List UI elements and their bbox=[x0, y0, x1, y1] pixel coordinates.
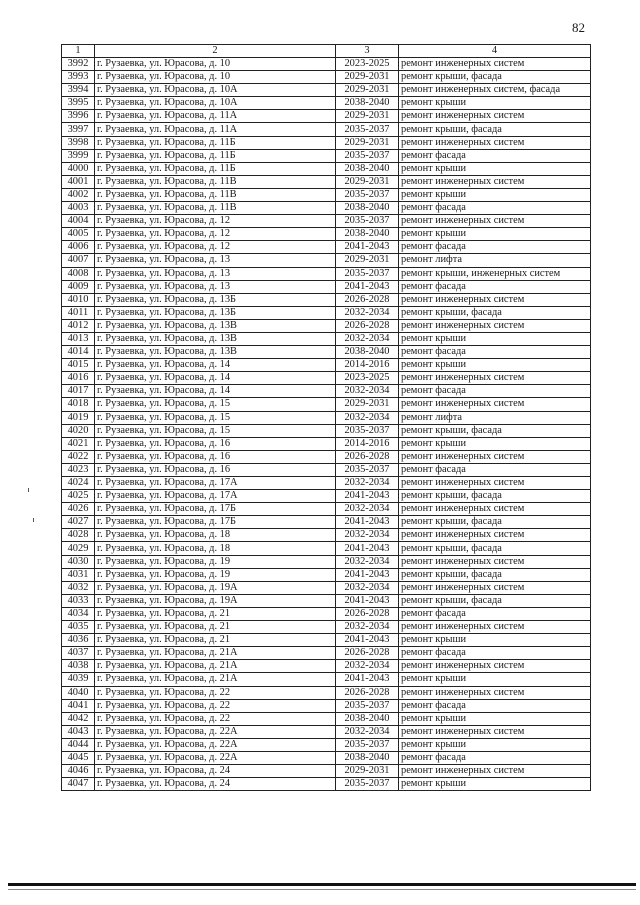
address-cell: г. Рузаевка, ул. Юрасова, д. 13 bbox=[95, 267, 336, 280]
work-type-cell: ремонт фасада bbox=[399, 607, 591, 620]
row-number-cell: 4020 bbox=[62, 424, 95, 437]
period-cell: 2032-2034 bbox=[336, 555, 399, 568]
address-cell: г. Рузаевка, ул. Юрасова, д. 18 bbox=[95, 542, 336, 555]
work-type-cell: ремонт крыши bbox=[399, 673, 591, 686]
period-cell: 2023-2025 bbox=[336, 58, 399, 71]
period-cell: 2032-2034 bbox=[336, 411, 399, 424]
address-cell: г. Рузаевка, ул. Юрасова, д. 14 bbox=[95, 359, 336, 372]
row-number-cell: 4025 bbox=[62, 490, 95, 503]
column-header-work-type: 4 bbox=[399, 45, 591, 58]
work-type-cell: ремонт инженерных систем bbox=[399, 686, 591, 699]
address-cell: г. Рузаевка, ул. Юрасова, д. 15 bbox=[95, 424, 336, 437]
table-row bbox=[62, 346, 591, 359]
period-cell: 2026-2028 bbox=[336, 450, 399, 463]
table-row bbox=[62, 647, 591, 660]
period-cell: 2041-2043 bbox=[336, 516, 399, 529]
period-cell: 2041-2043 bbox=[336, 634, 399, 647]
work-type-cell: ремонт крыши bbox=[399, 359, 591, 372]
address-cell: г. Рузаевка, ул. Юрасова, д. 10 bbox=[95, 71, 336, 84]
table-row bbox=[62, 241, 591, 254]
address-cell: г. Рузаевка, ул. Юрасова, д. 24 bbox=[95, 765, 336, 778]
work-type-cell: ремонт крыши bbox=[399, 332, 591, 345]
scan-mark bbox=[33, 518, 34, 522]
work-type-cell: ремонт крыши bbox=[399, 738, 591, 751]
table-row bbox=[62, 594, 591, 607]
table-row bbox=[62, 359, 591, 372]
row-number-cell: 4001 bbox=[62, 175, 95, 188]
address-cell: г. Рузаевка, ул. Юрасова, д. 21А bbox=[95, 647, 336, 660]
work-type-cell: ремонт инженерных систем bbox=[399, 450, 591, 463]
address-cell: г. Рузаевка, ул. Юрасова, д. 18 bbox=[95, 529, 336, 542]
address-cell: г. Рузаевка, ул. Юрасова, д. 22А bbox=[95, 738, 336, 751]
period-cell: 2038-2040 bbox=[336, 751, 399, 764]
work-type-cell: ремонт крыши bbox=[399, 162, 591, 175]
period-cell: 2026-2028 bbox=[336, 319, 399, 332]
address-cell: г. Рузаевка, ул. Юрасова, д. 13Б bbox=[95, 306, 336, 319]
row-number-cell: 4019 bbox=[62, 411, 95, 424]
period-cell: 2026-2028 bbox=[336, 686, 399, 699]
work-type-cell: ремонт инженерных систем bbox=[399, 660, 591, 673]
period-cell: 2032-2034 bbox=[336, 581, 399, 594]
work-type-cell: ремонт фасада bbox=[399, 699, 591, 712]
period-cell: 2029-2031 bbox=[336, 136, 399, 149]
row-number-cell: 4046 bbox=[62, 765, 95, 778]
period-cell: 2038-2040 bbox=[336, 228, 399, 241]
table-row bbox=[62, 490, 591, 503]
work-type-cell: ремонт крыши bbox=[399, 97, 591, 110]
row-number-cell: 4022 bbox=[62, 450, 95, 463]
address-cell: г. Рузаевка, ул. Юрасова, д. 11Б bbox=[95, 149, 336, 162]
work-type-cell: ремонт инженерных систем bbox=[399, 110, 591, 123]
address-cell: г. Рузаевка, ул. Юрасова, д. 19А bbox=[95, 594, 336, 607]
address-cell: г. Рузаевка, ул. Юрасова, д. 22 bbox=[95, 712, 336, 725]
row-number-cell: 4045 bbox=[62, 751, 95, 764]
period-cell: 2041-2043 bbox=[336, 594, 399, 607]
period-cell: 2035-2037 bbox=[336, 424, 399, 437]
work-type-cell: ремонт крыши, фасада bbox=[399, 71, 591, 84]
table-row bbox=[62, 529, 591, 542]
period-cell: 2029-2031 bbox=[336, 71, 399, 84]
period-cell: 2041-2043 bbox=[336, 241, 399, 254]
row-number-cell: 4004 bbox=[62, 215, 95, 228]
row-number-cell: 4002 bbox=[62, 188, 95, 201]
address-cell: г. Рузаевка, ул. Юрасова, д. 13В bbox=[95, 319, 336, 332]
table-body bbox=[62, 58, 591, 791]
table-row bbox=[62, 778, 591, 791]
period-cell: 2032-2034 bbox=[336, 725, 399, 738]
period-cell: 2035-2037 bbox=[336, 699, 399, 712]
table-row bbox=[62, 634, 591, 647]
table-row bbox=[62, 621, 591, 634]
work-type-cell: ремонт фасада bbox=[399, 202, 591, 215]
row-number-cell: 4016 bbox=[62, 372, 95, 385]
period-cell: 2038-2040 bbox=[336, 162, 399, 175]
address-cell: г. Рузаевка, ул. Юрасова, д. 22А bbox=[95, 751, 336, 764]
table-row bbox=[62, 555, 591, 568]
work-type-cell: ремонт инженерных систем bbox=[399, 58, 591, 71]
row-number-cell: 4038 bbox=[62, 660, 95, 673]
period-cell: 2029-2031 bbox=[336, 254, 399, 267]
address-cell: г. Рузаевка, ул. Юрасова, д. 11В bbox=[95, 202, 336, 215]
table-row bbox=[62, 437, 591, 450]
table-row bbox=[62, 293, 591, 306]
table-row bbox=[62, 280, 591, 293]
address-cell: г. Рузаевка, ул. Юрасова, д. 22А bbox=[95, 725, 336, 738]
column-header-period: 3 bbox=[336, 45, 399, 58]
period-cell: 2041-2043 bbox=[336, 280, 399, 293]
row-number-cell: 3998 bbox=[62, 136, 95, 149]
address-cell: г. Рузаевка, ул. Юрасова, д. 12 bbox=[95, 228, 336, 241]
bottom-rule-thin bbox=[8, 889, 636, 890]
table-row bbox=[62, 97, 591, 110]
row-number-cell: 4047 bbox=[62, 778, 95, 791]
work-type-cell: ремонт инженерных систем bbox=[399, 398, 591, 411]
address-cell: г. Рузаевка, ул. Юрасова, д. 12 bbox=[95, 241, 336, 254]
work-type-cell: ремонт инженерных систем bbox=[399, 293, 591, 306]
work-type-cell: ремонт инженерных систем bbox=[399, 621, 591, 634]
row-number-cell: 4035 bbox=[62, 621, 95, 634]
table-row bbox=[62, 267, 591, 280]
table-row bbox=[62, 215, 591, 228]
table-row bbox=[62, 123, 591, 136]
work-type-cell: ремонт фасада bbox=[399, 346, 591, 359]
period-cell: 2041-2043 bbox=[336, 490, 399, 503]
address-cell: г. Рузаевка, ул. Юрасова, д. 11В bbox=[95, 188, 336, 201]
period-cell: 2014-2016 bbox=[336, 437, 399, 450]
row-number-cell: 4029 bbox=[62, 542, 95, 555]
period-cell: 2026-2028 bbox=[336, 607, 399, 620]
period-cell: 2029-2031 bbox=[336, 175, 399, 188]
table-header-row bbox=[62, 45, 591, 58]
address-cell: г. Рузаевка, ул. Юрасова, д. 21 bbox=[95, 621, 336, 634]
table-row bbox=[62, 149, 591, 162]
column-header-number: 1 bbox=[62, 45, 95, 58]
work-type-cell: ремонт крыши bbox=[399, 228, 591, 241]
period-cell: 2026-2028 bbox=[336, 293, 399, 306]
table-row bbox=[62, 699, 591, 712]
table-row bbox=[62, 424, 591, 437]
work-type-cell: ремонт крыши bbox=[399, 778, 591, 791]
period-cell: 2029-2031 bbox=[336, 398, 399, 411]
table-row bbox=[62, 463, 591, 476]
period-cell: 2041-2043 bbox=[336, 542, 399, 555]
work-type-cell: ремонт фасада bbox=[399, 280, 591, 293]
work-type-cell: ремонт инженерных систем bbox=[399, 581, 591, 594]
period-cell: 2041-2043 bbox=[336, 568, 399, 581]
table-row bbox=[62, 228, 591, 241]
work-type-cell: ремонт инженерных систем bbox=[399, 503, 591, 516]
address-cell: г. Рузаевка, ул. Юрасова, д. 11А bbox=[95, 110, 336, 123]
table-row bbox=[62, 542, 591, 555]
work-type-cell: ремонт крыши bbox=[399, 712, 591, 725]
period-cell: 2035-2037 bbox=[336, 267, 399, 280]
row-number-cell: 4026 bbox=[62, 503, 95, 516]
work-type-cell: ремонт инженерных систем bbox=[399, 765, 591, 778]
period-cell: 2035-2037 bbox=[336, 738, 399, 751]
period-cell: 2029-2031 bbox=[336, 765, 399, 778]
address-cell: г. Рузаевка, ул. Юрасова, д. 11Б bbox=[95, 162, 336, 175]
work-type-cell: ремонт крыши, фасада bbox=[399, 490, 591, 503]
address-cell: г. Рузаевка, ул. Юрасова, д. 19 bbox=[95, 568, 336, 581]
column-header-address: 2 bbox=[95, 45, 336, 58]
page-number: 82 bbox=[572, 20, 585, 35]
period-cell: 2035-2037 bbox=[336, 123, 399, 136]
table-row bbox=[62, 450, 591, 463]
address-cell: г. Рузаевка, ул. Юрасова, д. 21 bbox=[95, 607, 336, 620]
work-type-cell: ремонт инженерных систем, фасада bbox=[399, 84, 591, 97]
row-number-cell: 3997 bbox=[62, 123, 95, 136]
row-number-cell: 4006 bbox=[62, 241, 95, 254]
row-number-cell: 4031 bbox=[62, 568, 95, 581]
row-number-cell: 4043 bbox=[62, 725, 95, 738]
period-cell: 2029-2031 bbox=[336, 84, 399, 97]
table-row bbox=[62, 202, 591, 215]
row-number-cell: 4040 bbox=[62, 686, 95, 699]
row-number-cell: 4024 bbox=[62, 477, 95, 490]
address-cell: г. Рузаевка, ул. Юрасова, д. 17А bbox=[95, 490, 336, 503]
row-number-cell: 4011 bbox=[62, 306, 95, 319]
work-type-cell: ремонт фасада bbox=[399, 647, 591, 660]
address-cell: г. Рузаевка, ул. Юрасова, д. 19 bbox=[95, 555, 336, 568]
row-number-cell: 4010 bbox=[62, 293, 95, 306]
row-number-cell: 4015 bbox=[62, 359, 95, 372]
address-cell: г. Рузаевка, ул. Юрасова, д. 13Б bbox=[95, 293, 336, 306]
period-cell: 2032-2034 bbox=[336, 306, 399, 319]
work-type-cell: ремонт крыши, фасада bbox=[399, 542, 591, 555]
table-row bbox=[62, 162, 591, 175]
work-type-cell: ремонт фасада bbox=[399, 385, 591, 398]
row-number-cell: 4027 bbox=[62, 516, 95, 529]
address-cell: г. Рузаевка, ул. Юрасова, д. 10А bbox=[95, 97, 336, 110]
work-type-cell: ремонт фасада bbox=[399, 241, 591, 254]
row-number-cell: 4030 bbox=[62, 555, 95, 568]
work-type-cell: ремонт лифта bbox=[399, 254, 591, 267]
table-row bbox=[62, 319, 591, 332]
address-cell: г. Рузаевка, ул. Юрасова, д. 11А bbox=[95, 123, 336, 136]
period-cell: 2038-2040 bbox=[336, 346, 399, 359]
row-number-cell: 3994 bbox=[62, 84, 95, 97]
period-cell: 2041-2043 bbox=[336, 673, 399, 686]
address-cell: г. Рузаевка, ул. Юрасова, д. 19А bbox=[95, 581, 336, 594]
work-type-cell: ремонт крыши bbox=[399, 437, 591, 450]
table-row bbox=[62, 110, 591, 123]
work-type-cell: ремонт инженерных систем bbox=[399, 136, 591, 149]
period-cell: 2035-2037 bbox=[336, 778, 399, 791]
row-number-cell: 4039 bbox=[62, 673, 95, 686]
repair-schedule-table bbox=[61, 44, 591, 791]
table-row bbox=[62, 372, 591, 385]
address-cell: г. Рузаевка, ул. Юрасова, д. 10 bbox=[95, 58, 336, 71]
row-number-cell: 4013 bbox=[62, 332, 95, 345]
table-row bbox=[62, 751, 591, 764]
period-cell: 2038-2040 bbox=[336, 712, 399, 725]
row-number-cell: 4007 bbox=[62, 254, 95, 267]
row-number-cell: 3993 bbox=[62, 71, 95, 84]
table-row bbox=[62, 581, 591, 594]
table-row bbox=[62, 136, 591, 149]
table-row bbox=[62, 411, 591, 424]
work-type-cell: ремонт крыши, фасада bbox=[399, 123, 591, 136]
table-row bbox=[62, 673, 591, 686]
work-type-cell: ремонт крыши bbox=[399, 634, 591, 647]
work-type-cell: ремонт инженерных систем bbox=[399, 372, 591, 385]
work-type-cell: ремонт крыши, фасада bbox=[399, 568, 591, 581]
address-cell: г. Рузаевка, ул. Юрасова, д. 13В bbox=[95, 346, 336, 359]
row-number-cell: 4012 bbox=[62, 319, 95, 332]
address-cell: г. Рузаевка, ул. Юрасова, д. 16 bbox=[95, 463, 336, 476]
address-cell: г. Рузаевка, ул. Юрасова, д. 15 bbox=[95, 411, 336, 424]
table-row bbox=[62, 398, 591, 411]
row-number-cell: 4000 bbox=[62, 162, 95, 175]
table-row bbox=[62, 503, 591, 516]
work-type-cell: ремонт инженерных систем bbox=[399, 529, 591, 542]
address-cell: г. Рузаевка, ул. Юрасова, д. 15 bbox=[95, 398, 336, 411]
table-row bbox=[62, 188, 591, 201]
period-cell: 2032-2034 bbox=[336, 385, 399, 398]
row-number-cell: 4044 bbox=[62, 738, 95, 751]
row-number-cell: 4005 bbox=[62, 228, 95, 241]
row-number-cell: 4036 bbox=[62, 634, 95, 647]
work-type-cell: ремонт лифта bbox=[399, 411, 591, 424]
table-row bbox=[62, 385, 591, 398]
address-cell: г. Рузаевка, ул. Юрасова, д. 21А bbox=[95, 673, 336, 686]
scan-mark bbox=[28, 488, 29, 492]
row-number-cell: 3995 bbox=[62, 97, 95, 110]
work-type-cell: ремонт инженерных систем bbox=[399, 725, 591, 738]
address-cell: г. Рузаевка, ул. Юрасова, д. 16 bbox=[95, 450, 336, 463]
row-number-cell: 3996 bbox=[62, 110, 95, 123]
work-type-cell: ремонт инженерных систем bbox=[399, 477, 591, 490]
period-cell: 2032-2034 bbox=[336, 660, 399, 673]
work-type-cell: ремонт инженерных систем bbox=[399, 319, 591, 332]
address-cell: г. Рузаевка, ул. Юрасова, д. 17Б bbox=[95, 503, 336, 516]
table-row bbox=[62, 568, 591, 581]
period-cell: 2032-2034 bbox=[336, 621, 399, 634]
period-cell: 2032-2034 bbox=[336, 529, 399, 542]
table-row bbox=[62, 712, 591, 725]
table-row bbox=[62, 84, 591, 97]
table-row bbox=[62, 71, 591, 84]
row-number-cell: 4028 bbox=[62, 529, 95, 542]
row-number-cell: 4018 bbox=[62, 398, 95, 411]
table-row bbox=[62, 516, 591, 529]
period-cell: 2029-2031 bbox=[336, 110, 399, 123]
address-cell: г. Рузаевка, ул. Юрасова, д. 22 bbox=[95, 699, 336, 712]
row-number-cell: 4041 bbox=[62, 699, 95, 712]
work-type-cell: ремонт крыши, инженерных систем bbox=[399, 267, 591, 280]
work-type-cell: ремонт крыши, фасада bbox=[399, 424, 591, 437]
period-cell: 2038-2040 bbox=[336, 97, 399, 110]
address-cell: г. Рузаевка, ул. Юрасова, д. 21А bbox=[95, 660, 336, 673]
address-cell: г. Рузаевка, ул. Юрасова, д. 21 bbox=[95, 634, 336, 647]
address-cell: г. Рузаевка, ул. Юрасова, д. 12 bbox=[95, 215, 336, 228]
work-type-cell: ремонт инженерных систем bbox=[399, 215, 591, 228]
row-number-cell: 3992 bbox=[62, 58, 95, 71]
address-cell: г. Рузаевка, ул. Юрасова, д. 16 bbox=[95, 437, 336, 450]
period-cell: 2014-2016 bbox=[336, 359, 399, 372]
address-cell: г. Рузаевка, ул. Юрасова, д. 13В bbox=[95, 332, 336, 345]
address-cell: г. Рузаевка, ул. Юрасова, д. 13 bbox=[95, 280, 336, 293]
row-number-cell: 4033 bbox=[62, 594, 95, 607]
table-row bbox=[62, 738, 591, 751]
period-cell: 2032-2034 bbox=[336, 477, 399, 490]
row-number-cell: 4003 bbox=[62, 202, 95, 215]
row-number-cell: 4017 bbox=[62, 385, 95, 398]
row-number-cell: 3999 bbox=[62, 149, 95, 162]
row-number-cell: 4037 bbox=[62, 647, 95, 660]
work-type-cell: ремонт фасада bbox=[399, 463, 591, 476]
work-type-cell: ремонт крыши, фасада bbox=[399, 306, 591, 319]
table-row bbox=[62, 306, 591, 319]
address-cell: г. Рузаевка, ул. Юрасова, д. 14 bbox=[95, 385, 336, 398]
row-number-cell: 4014 bbox=[62, 346, 95, 359]
row-number-cell: 4034 bbox=[62, 607, 95, 620]
table-row bbox=[62, 332, 591, 345]
table-row bbox=[62, 660, 591, 673]
period-cell: 2032-2034 bbox=[336, 332, 399, 345]
address-cell: г. Рузаевка, ул. Юрасова, д. 14 bbox=[95, 372, 336, 385]
address-cell: г. Рузаевка, ул. Юрасова, д. 11В bbox=[95, 175, 336, 188]
row-number-cell: 4021 bbox=[62, 437, 95, 450]
period-cell: 2035-2037 bbox=[336, 149, 399, 162]
work-type-cell: ремонт крыши, фасада bbox=[399, 516, 591, 529]
work-type-cell: ремонт фасада bbox=[399, 751, 591, 764]
address-cell: г. Рузаевка, ул. Юрасова, д. 17А bbox=[95, 477, 336, 490]
period-cell: 2023-2025 bbox=[336, 372, 399, 385]
address-cell: г. Рузаевка, ул. Юрасова, д. 17Б bbox=[95, 516, 336, 529]
period-cell: 2035-2037 bbox=[336, 463, 399, 476]
table-row bbox=[62, 725, 591, 738]
period-cell: 2026-2028 bbox=[336, 647, 399, 660]
table-row bbox=[62, 254, 591, 267]
table-row bbox=[62, 477, 591, 490]
period-cell: 2035-2037 bbox=[336, 188, 399, 201]
table-row bbox=[62, 175, 591, 188]
row-number-cell: 4042 bbox=[62, 712, 95, 725]
table-row bbox=[62, 607, 591, 620]
address-cell: г. Рузаевка, ул. Юрасова, д. 22 bbox=[95, 686, 336, 699]
row-number-cell: 4023 bbox=[62, 463, 95, 476]
address-cell: г. Рузаевка, ул. Юрасова, д. 11Б bbox=[95, 136, 336, 149]
bottom-rule bbox=[8, 883, 636, 886]
work-type-cell: ремонт инженерных систем bbox=[399, 175, 591, 188]
row-number-cell: 4009 bbox=[62, 280, 95, 293]
table-row bbox=[62, 686, 591, 699]
table-row bbox=[62, 765, 591, 778]
period-cell: 2035-2037 bbox=[336, 215, 399, 228]
address-cell: г. Рузаевка, ул. Юрасова, д. 24 bbox=[95, 778, 336, 791]
address-cell: г. Рузаевка, ул. Юрасова, д. 10А bbox=[95, 84, 336, 97]
address-cell: г. Рузаевка, ул. Юрасова, д. 13 bbox=[95, 254, 336, 267]
work-type-cell: ремонт крыши bbox=[399, 188, 591, 201]
row-number-cell: 4008 bbox=[62, 267, 95, 280]
period-cell: 2032-2034 bbox=[336, 503, 399, 516]
table-row bbox=[62, 58, 591, 71]
work-type-cell: ремонт фасада bbox=[399, 149, 591, 162]
work-type-cell: ремонт инженерных систем bbox=[399, 555, 591, 568]
row-number-cell: 4032 bbox=[62, 581, 95, 594]
period-cell: 2038-2040 bbox=[336, 202, 399, 215]
work-type-cell: ремонт крыши, фасада bbox=[399, 594, 591, 607]
